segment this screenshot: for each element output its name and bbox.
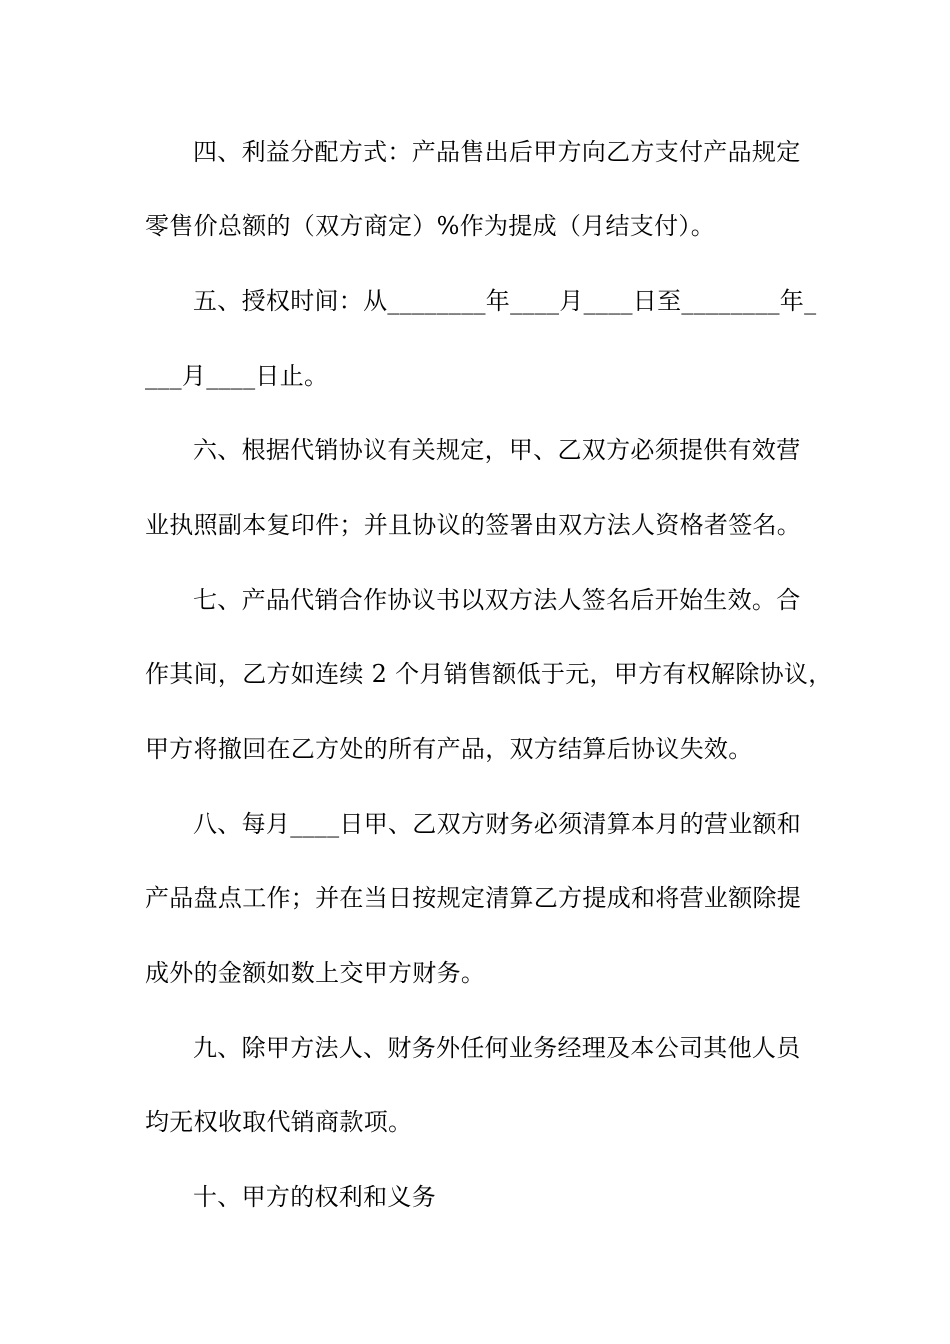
clause-8-line-2: 产品盘点工作；并在当日按规定清算乙方提成和将营业额除提 — [145, 884, 802, 912]
clause-8-line-3: 成外的金额如数上交甲方财务。 — [145, 959, 486, 987]
clause-10-heading: 十、甲方的权利和义务 — [193, 1183, 436, 1211]
clause-7-line-3: 甲方将撤回在乙方处的所有产品，双方结算后协议失效。 — [145, 735, 753, 763]
clause-9-line-2: 均无权收取代销商款项。 — [145, 1108, 413, 1136]
clause-6-line-2: 业执照副本复印件；并且协议的签署由双方法人资格者签名。 — [145, 511, 802, 539]
clause-5-line-1: 五、授权时间：从________年____月____日至________年_ — [193, 287, 817, 315]
clause-4-line-2: 零售价总额的（双方商定）%作为提成（月结支付）。 — [145, 212, 716, 240]
clause-7-line-2: 作其间，乙方如连续 2 个月销售额低于元，甲方有权解除协议， — [145, 660, 833, 688]
clause-7-line-1: 七、产品代销合作协议书以双方法人签名后开始生效。合 — [193, 586, 801, 614]
clause-4-line-1: 四、利益分配方式：产品售出后甲方向乙方支付产品规定 — [193, 138, 801, 166]
clause-9-line-1: 九、除甲方法人、财务外任何业务经理及本公司其他人员 — [193, 1034, 801, 1062]
clause-6-line-1: 六、根据代销协议有关规定，甲、乙双方必须提供有效营 — [193, 436, 801, 464]
clause-8-line-1: 八、每月____日甲、乙双方财务必须清算本月的营业额和 — [193, 810, 802, 838]
clause-5-line-2: ___月____日止。 — [145, 362, 329, 390]
